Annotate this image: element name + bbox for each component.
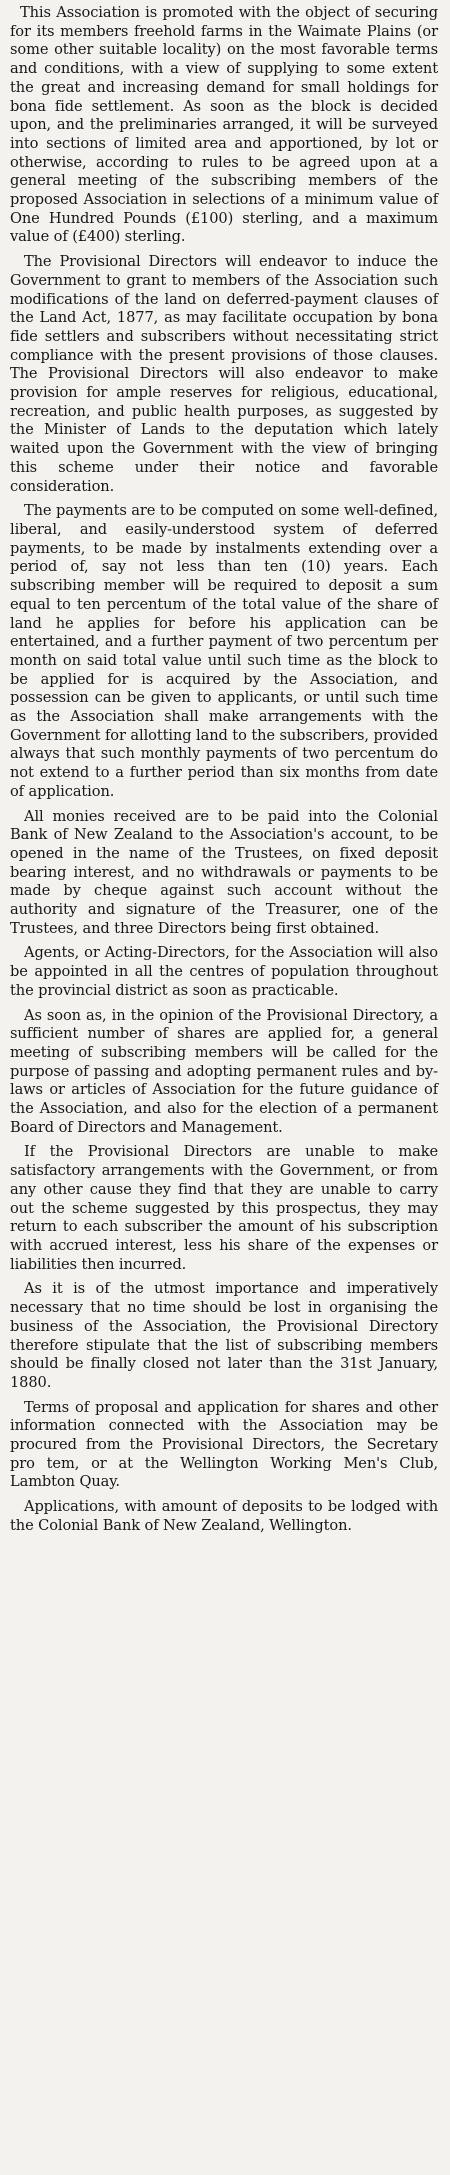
paragraph-applications: Applications, with amount of deposits to be lodged with the Colonial Bank of New Zealand, Wellington.: [10, 1498, 438, 1534]
paragraph-refund: If the Provisional Directors are unable to make satisfactory arrangements with the Government, or from any other cause they find that they are unable to carry out the scheme suggested by this prospectus, they may return to each subscriber the amount of his subscription with accrued interest, less his share of the expenses or liabilities then incurred.: [10, 1143, 438, 1273]
paragraph-monies: All monies received are to be paid into the Colonial Bank of New Zealand to the Association's account, to be opened in the name of the Trustees, on fixed deposit bearing interest, and no withdrawals or payments to be made by cheque against such account without the authority and signature of the Treasurer, one of the Trustees, and three Directors being first obtained.: [10, 807, 438, 937]
paragraph-purpose: This Association is promoted with the object of securing for its members freehold farms in the Waimate Plains (or some other suitable locality) on the most favorable terms and conditions, with a view of supplying to some extent the great and increasing demand for small holdings for bona fide settlement. As soon as the block is decided upon, and the preliminaries arranged, it will be surveyed into sections of limited area and apportioned, by lot or otherwise, according to rules to be agreed upon at a general meeting of the subscribing members of the proposed Association in selections of a minimum value of One Hundred Pounds (£100) sterling, and a maximum value of (£400) sterling.: [10, 4, 438, 246]
paragraph-deadline: As it is of the utmost importance and imperatively necessary that no time should be lost in organising the business of the Association, the Provisional Directory therefore stipulate that the list of subscribing members should be finally closed not later than the 31st January, 1880.: [10, 1280, 438, 1391]
paragraph-agents: Agents, or Acting-Directors, for the Association will also be appointed in all the centres of population throughout the provincial district as soon as practicable.: [10, 944, 438, 999]
paragraph-terms: Terms of proposal and application for shares and other information connected with the Association may be procured from the Provisional Directors, the Secretary pro tem, or at the Wellington Working Men's Club, Lambton Quay.: [10, 1398, 438, 1491]
paragraph-provisional-directors: The Provisional Directors will endeavor to induce the Government to grant to members of the Association such modifications of the land on deferred-payment clauses of the Land Act, 1877, as may facilitate occupation by bona fide settlers and subscribers without necessitating strict compliance with the present provisions of those clauses. The Provisional Directors will also endeavor to make provision for ample reserves for religious, educational, recreation, and public health purposes, as suggested by the Minister of Lands to the deputation which lately waited upon the Government with the view of bringing this scheme under their notice and favorable consideration.: [10, 253, 438, 495]
paragraph-general-meeting: As soon as, in the opinion of the Provisional Directory, a sufficient number of shares are applied for, a general meeting of subscribing members will be called for the purpose of passing and adopting permanent rules and by-laws or articles of Association for the future guidance of the Association, and also for the election of a permanent Board of Directors and Management.: [10, 1006, 438, 1136]
article-column: [10, 4, 438, 1536]
paragraph-payments: The payments are to be computed on some well-defined, liberal, and easily-understood system of deferred payments, to be made by instalments extending over a period of, say not less than ten (10) years. Each subscribing member will be required to deposit a sum equal to ten percentum of the total value of the share of land he applies for before his application can be entertained, and a further payment of two percentum per month on said total value until such time as the block to be applied for is acquired by the Association, and possession can be given to applicants, or until such time as the Association shall make arrangements with the Government for allotting land to the subscribers, provided always that such monthly payments of two percentum do not extend to a further period than six months from date of application.: [10, 502, 438, 800]
